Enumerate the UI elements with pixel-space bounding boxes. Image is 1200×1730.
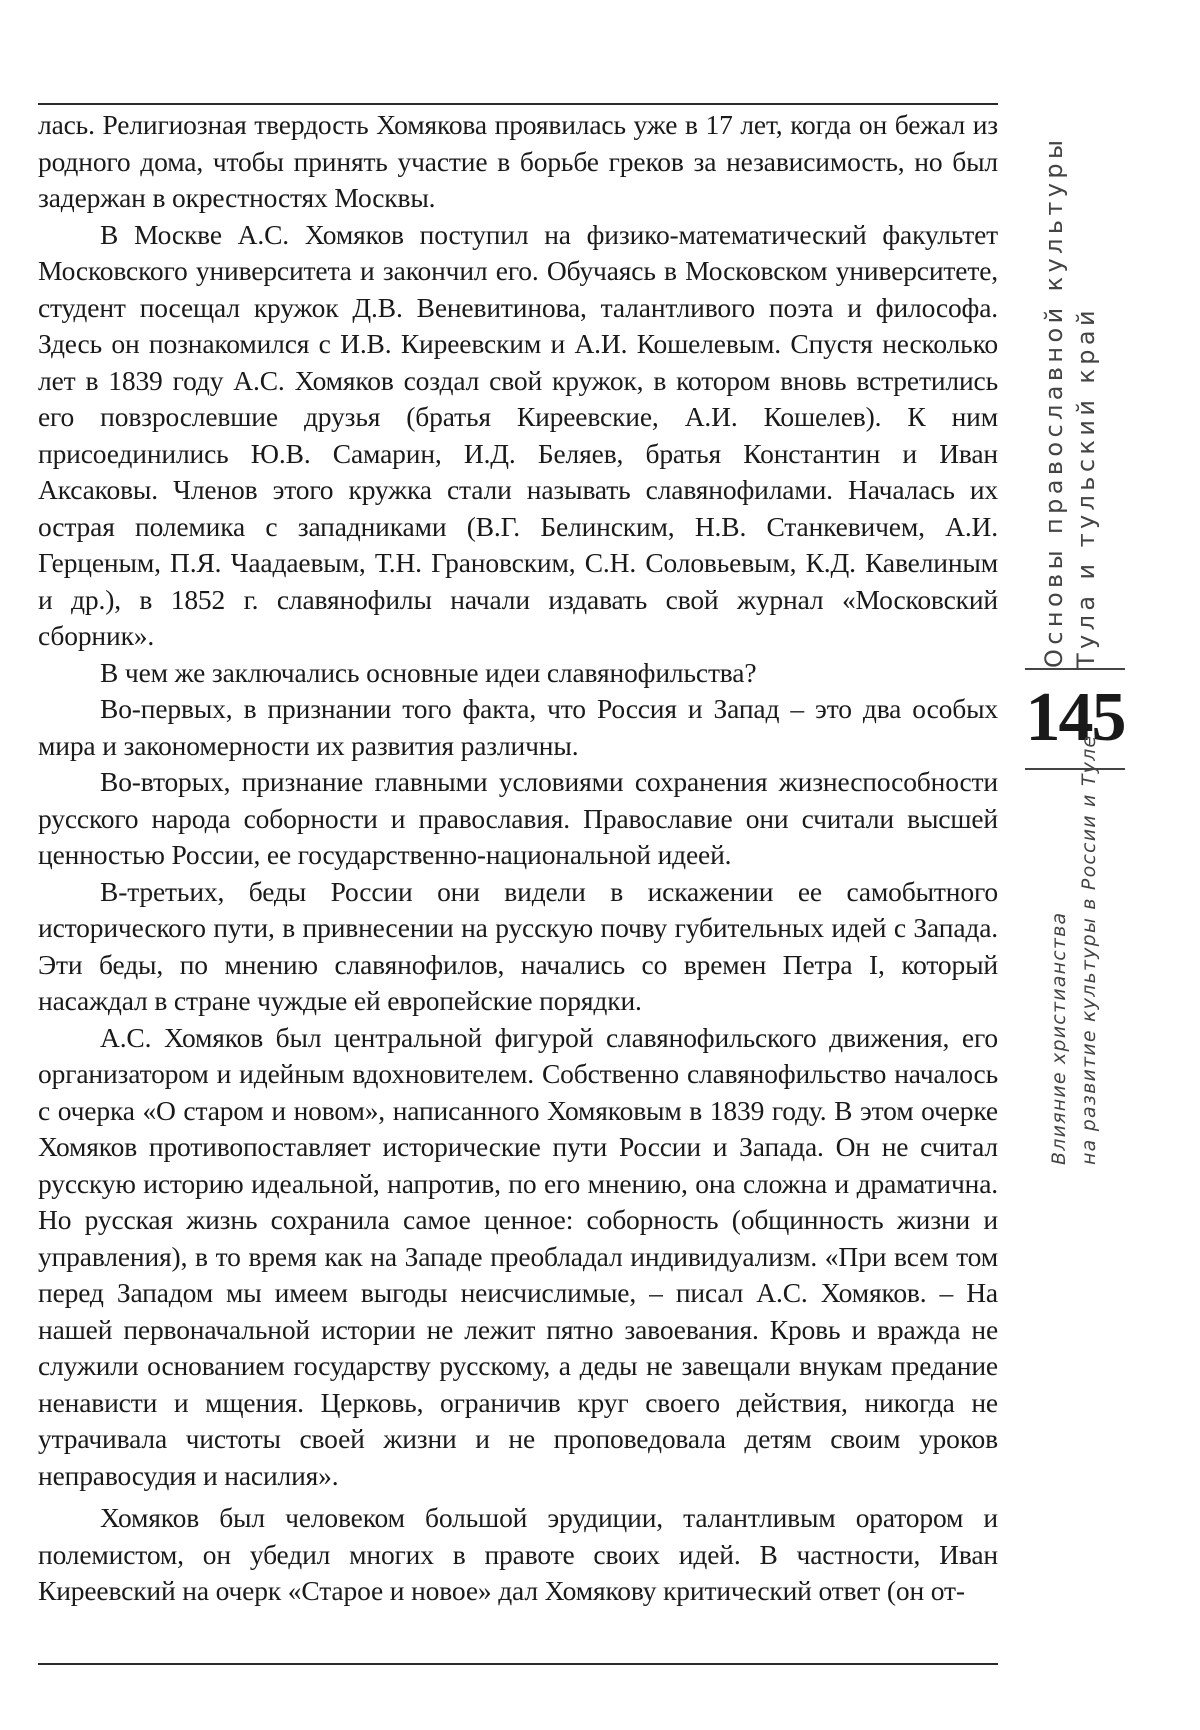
paragraph-2: В Москве А.С. Хомяков поступил на физико-математический факультет Московского университета и закончил его. Обучаясь в Московском университете, студент посещал кружок Д.В. Веневитинова, талантливого поэта и философа. Здесь он познакомился с И.В. Киреевским и А.И. Кошелевым. Спустя несколько лет в 1839 году А.С. Хомяков создал свой кружок, в котором вновь встретились его повзрослевшие друзья (братья Киреевские, А.И. Кошелев). К ним присоединились Ю.В. Самарин, И.Д. Беляев, братья Константин и Иван Аксаковы. Членов этого кружка стали называть славянофилами. Началась их острая полемика с западниками (В.Г. Белинским, Н.В. Станкевичем, А.И. Герценым, П.Я. Чаадаевым, Т.Н. Грановским, С.Н. Соловьевым, К.Д. Кавелиным и др.), в 1852 г. славянофилы начали издавать свой журнал «Московский сборник».: [38, 218, 998, 651]
paragraph-8: Хомяков был человеком большой эрудиции, талантливым оратором и полемистом, он убедил многих в правоте своих идей. В частности, Иван Киреевский на очерк «Старое и новое» дал Хомякову критический ответ (он от-: [38, 1502, 998, 1606]
paragraph-7: А.С. Хомяков был центральной фигурой славянофильского движения, его организатором и идейным вдохновителем. Собственно славянофильство началось с очерка «О старом и новом», написанного Хомяковым в 1839 году. В этом очерке Хомяков противопоставляет исторические пути России и Запада. Он не считал русскую историю идеальной, напротив, по его мнению, она сложна и драматична. Но русская жизнь сохранила самое ценное: соборность (общинность жизни и управления), в то время как на Западе преобладал индивидуализм. «При всем том перед Западом мы имеем выгоды неисчислимые, – писал А.С. Хомяков. – На нашей первоначальной истории не лежит пятно завоевания. Кровь и вражда не служили основанием государству русскому, а деды не завещали внукам предание ненависти и мщения. Церковь, ограничив круг своего действия, никогда не утрачивала чистоты своей жизни и не проповедовала детям своим уроков неправосудия и насилия».: [38, 1021, 998, 1491]
body-text: [38, 107, 998, 1610]
page-number: 145: [1025, 679, 1125, 756]
paragraph-4: Во-первых, в признании того факта, что Россия и Запад – это два особых мира и закономерности их развития различны.: [38, 693, 998, 761]
paragraph-1: лась. Религиозная твердость Хомякова проявилась уже в 17 лет, когда он бежал из родного дома, чтобы принять участие в борьбе греков за независимость, но был задержан в окрестностях Москвы.: [38, 109, 998, 213]
paragraph-3: В чем же заключались основные идеи славянофильства?: [100, 656, 757, 688]
bottom-rule: [38, 1663, 998, 1665]
running-title-top: Основы православной культуры: [1040, 135, 1068, 668]
paragraph-5: Во-вторых, признание главными условиями сохранения жизнеспособности русского народа соборности и православия. Православие они считали высшей ценностью России, ее государственно-национальной идеей.: [38, 766, 998, 870]
top-rule: [38, 103, 998, 105]
paragraph-6: В-третьих, беды России они видели в искажении ее самобытного исторического пути, в привнесении на русскую почву губительных идей с Запада. Эти беды, по мнению славянофилов, начались со времен Петра I, который насаждал в стране чуждые ей европейские порядки.: [38, 875, 998, 1016]
page-number-rule-bottom: [1025, 768, 1125, 770]
page-number-rule-top: [1025, 668, 1125, 670]
chapter-subtitle-bottom: на развитие культуры в России и Туле: [1078, 734, 1100, 1165]
chapter-title-bottom: Влияние христианства: [1048, 911, 1070, 1165]
running-subtitle-top: Тула и тульский край: [1072, 306, 1100, 668]
